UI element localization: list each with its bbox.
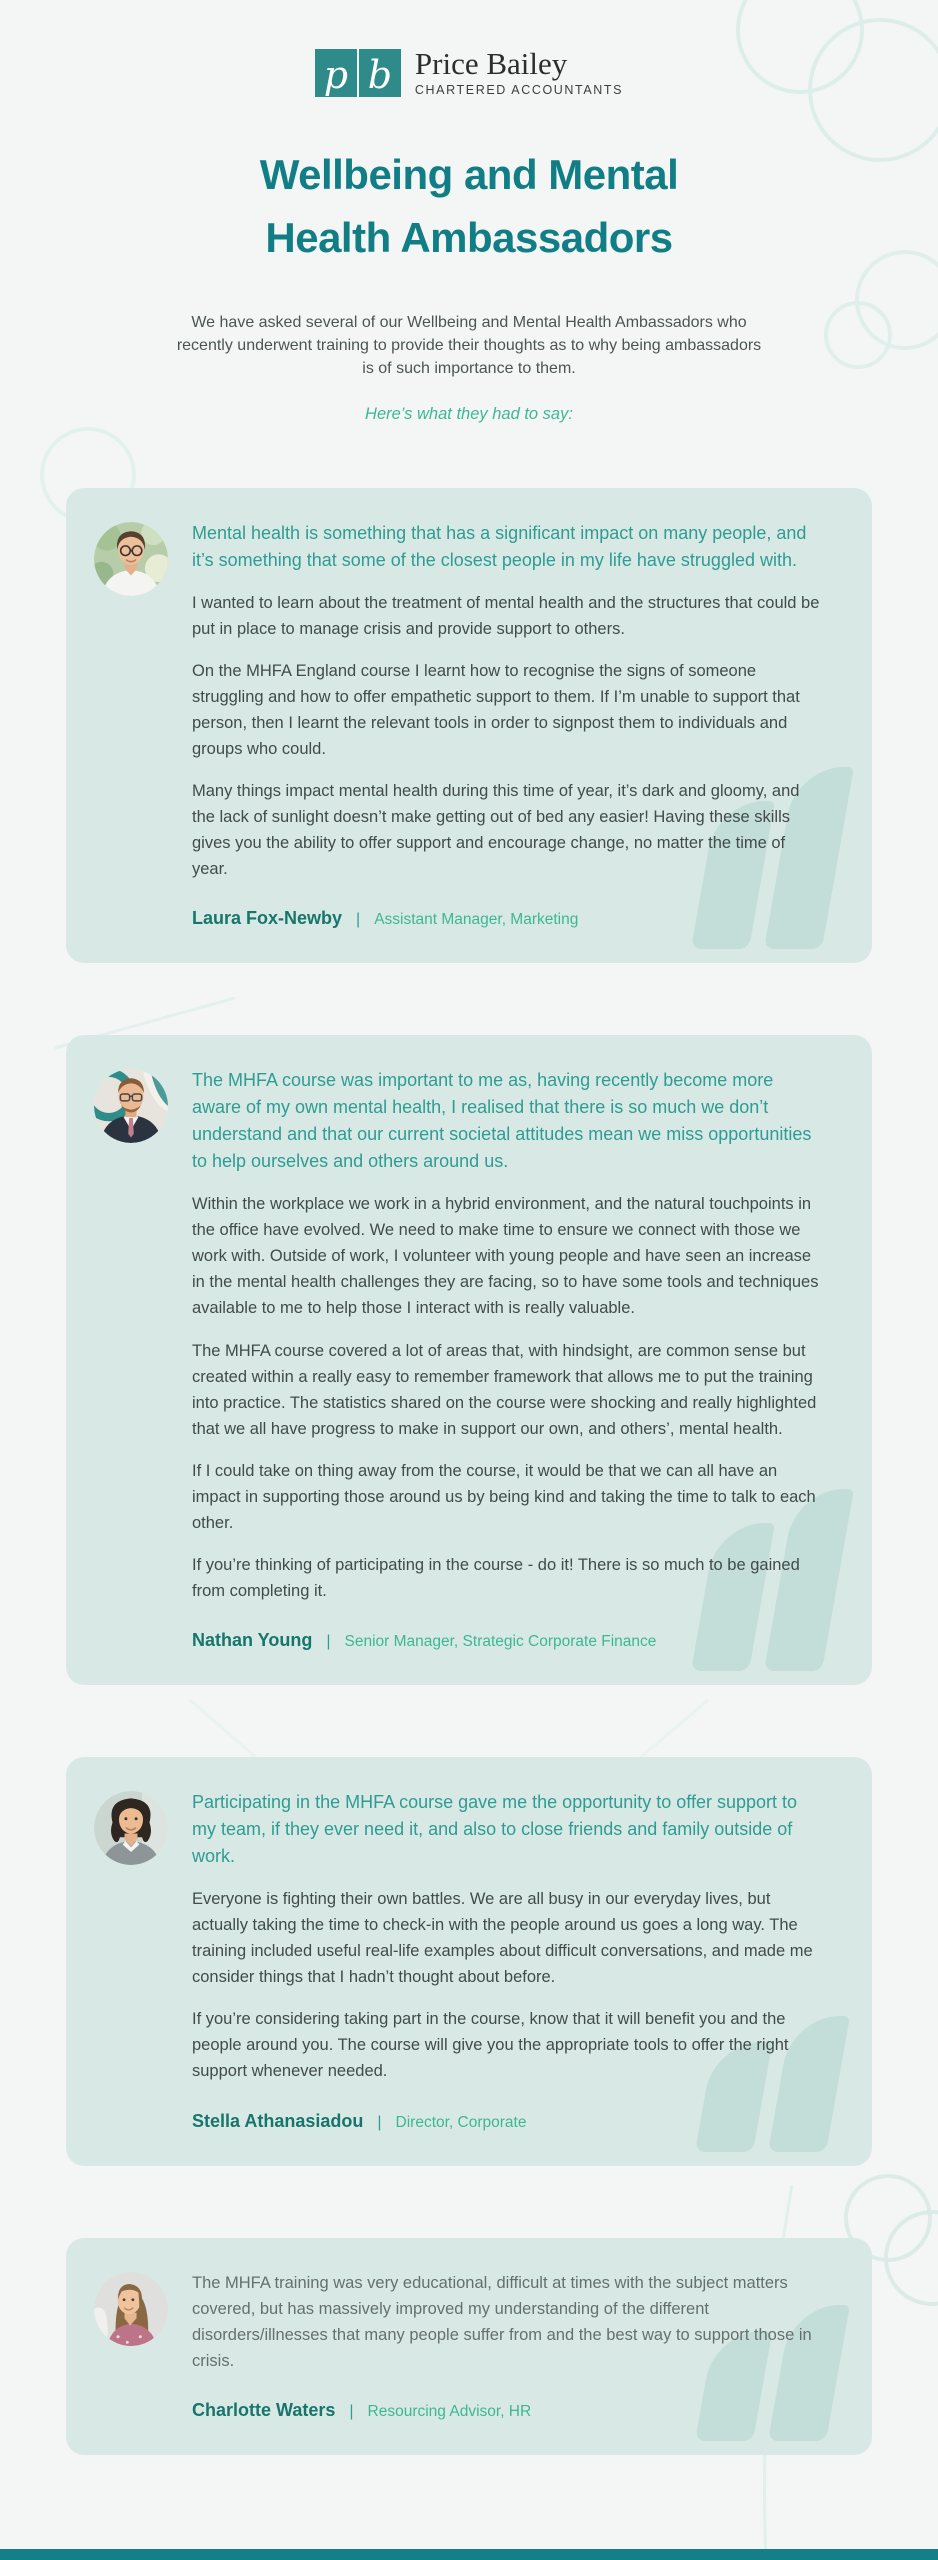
quote-paragraph: The MHFA course covered a lot of areas that, with hindsight, are common sense but created within a really easy to remember framework that allows me to put the training into practice. The statistics shared on the course were shocking and really highlighted that we all have progress to make in support our own, and others’, mental health. (192, 1341, 817, 1438)
price-bailey-logo (0, 48, 938, 97)
company-tagline: CHARTERED ACCOUNTANTS (414, 83, 624, 97)
byline-separator: | (349, 2402, 354, 2420)
intro-text: We have asked several of our Wellbeing and Mental Health Ambassadors who recently underwent training to provide their thoughts as to why being ambassadors is of such importance to them. (176, 314, 762, 378)
quote-paragraph: Within the workplace we work in a hybrid environment, and the natural touchpoints in the office have evolved. We need to make time to ensure we connect with those we work with. Outside of work, I volunteer with young people and have seen an increase in the mental health challenges they are facing, so to have some tools and techniques available to me to help those I interact with is really valuable. (192, 1195, 819, 1318)
person-role: Assistant Manager, Marketing (374, 911, 579, 929)
quote-paragraph: On the MHFA England course I learnt how to recognise the signs of someone struggling and how to offer empathetic support to them. If I’m unable to support that person, then I learnt the relevant tools in order to signpost them to individuals and groups who could. (192, 661, 800, 758)
page-title-line-1: Wellbeing and Mental (259, 151, 679, 198)
person-name: Stella Athanasiadou (192, 2110, 364, 2131)
byline-separator: | (326, 1633, 331, 1651)
page-title (0, 143, 938, 269)
pb-logo-mark-icon (315, 49, 401, 97)
page-title-line-2: Health Ambassadors (265, 214, 673, 261)
lead-quote: The MHFA course was important to me as, having recently become more aware of my own mental health, I realised that there is so much we don’t understand and that our current societal attitudes mean we miss opportunities to help ourselves and others around us. (192, 1070, 812, 1172)
testimonial-body (192, 520, 820, 930)
person-role: Senior Manager, Strategic Corporate Finance (344, 1633, 657, 1651)
person-role: Director, Corporate (395, 2113, 527, 2131)
quote-paragraph: If you’re considering taking part in the course, know that it will benefit you and the people around you. The course will give you the appropriate tools to offer the right support whenever needed. (192, 2010, 789, 2081)
person-name: Laura Fox-Newby (192, 908, 343, 929)
testimonial-card-stella (66, 1757, 872, 2165)
laura-fox-newby-photo (94, 522, 168, 596)
lead-quote: Participating in the MHFA course gave me the opportunity to offer support to my team, if they ever need it, and also to close friends and family outside of work. (192, 1792, 798, 1867)
testimonial-card-nathan (66, 1035, 872, 1685)
testimonial-body (192, 1067, 820, 1651)
quote-paragraph: Everyone is fighting their own battles. We are all busy in our everyday lives, but actually taking the time to check-in with the people around us goes a long way. The training included useful real-life examples about difficult conversations, and made me consider things that I hadn’t thought about before. (192, 1890, 813, 1987)
logo-letter-b: b (359, 49, 401, 97)
lead-quote: The MHFA training was very educational, difficult at times with the subject matters covered, but has massively improved my understanding of the different disorders/illnesses that many people suffer from and the best way to support those in crisis. (192, 2273, 812, 2370)
byline (192, 2111, 820, 2132)
testimonial-card-charlotte (66, 2238, 872, 2455)
charlotte-waters-photo (94, 2272, 168, 2346)
testimonial-body (192, 1789, 820, 2131)
testimonial-body (192, 2270, 820, 2421)
quote-paragraph: If I could take on thing away from the course, it would be that we can all have an impact in supporting those around us by being kind and taking the time to talk to each other. (192, 1461, 816, 1532)
intro-tagline: Here’s what they had to say: (365, 404, 573, 423)
company-name: Price Bailey (414, 46, 568, 81)
person-name: Charlotte Waters (192, 2399, 336, 2420)
quote-paragraph: If you’re thinking of participating in the course - do it! There is so much to be gained from completing it. (192, 1555, 800, 1600)
person-name: Nathan Young (192, 1630, 313, 1651)
byline (192, 2400, 820, 2421)
testimonials-section (66, 488, 872, 2455)
testimonial-card-laura (66, 488, 872, 964)
byline-separator: | (356, 911, 361, 929)
logo-letter-p: p (315, 49, 357, 97)
stella-athanasiadou-photo (94, 1791, 168, 1865)
lead-quote: Mental health is something that has a significant impact on many people, and it’s something that some of the closest people in my life have struggled with. (192, 522, 807, 570)
byline (192, 1630, 820, 1651)
byline-separator: | (377, 2113, 382, 2131)
quote-paragraph: Many things impact mental health during this time of year, it’s dark and gloomy, and the lack of sunlight doesn’t make getting out of bed any easier! Having these skills gives you the ability to offer support and encourage change, no matter the time of year. (192, 781, 800, 879)
logo-text (415, 48, 623, 97)
nathan-young-photo (94, 1069, 168, 1143)
person-role: Resourcing Advisor, HR (367, 2402, 532, 2420)
quote-paragraph: I wanted to learn about the treatment of mental health and the structures that could be put in place to manage crisis and provide support to others. (192, 593, 820, 638)
byline (192, 908, 820, 929)
footer-accent-bar (0, 2549, 938, 2560)
